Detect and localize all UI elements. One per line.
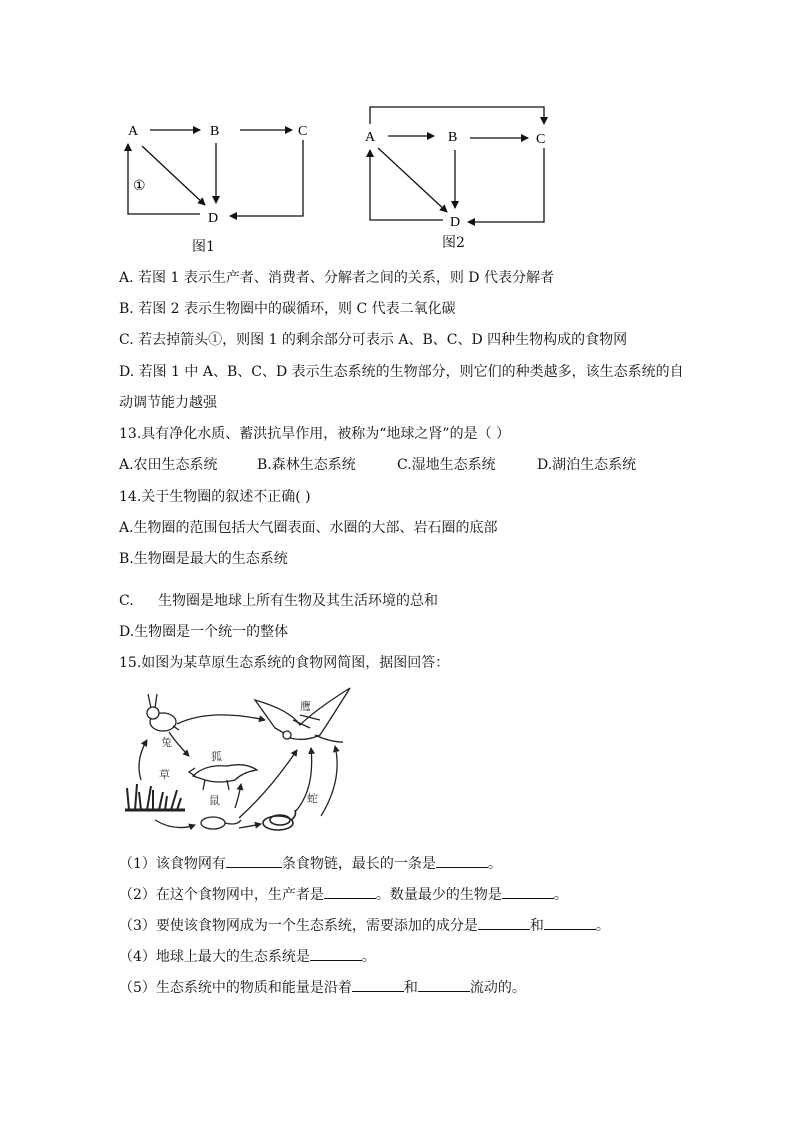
q15-sub2-text-b: 。数量最少的生物是 xyxy=(375,887,502,903)
q12-option-d-line1: D. 若图 1 中 A、B、C、D 表示生态系统的生物部分，则它们的种类越多，该生态系统的自 xyxy=(119,364,684,380)
food-web-illustration xyxy=(115,680,365,840)
hawk-drawing xyxy=(255,688,350,742)
q15-sub5-text-a: （5）生态系统中的物质和能量是沿着 xyxy=(119,980,352,996)
snake-label: 蛇 xyxy=(307,792,318,805)
fig1-marker-circled-1: ① xyxy=(133,179,146,194)
figure-1 xyxy=(128,124,307,226)
q14-option-a: A.生物圈的范围包括大气圈表面、水圈的大部、岩石圈的底部 xyxy=(119,520,498,536)
q14-option-c-letter: C. xyxy=(119,593,134,609)
q13-option-c: C.湿地生态系统 xyxy=(397,457,496,473)
arrow-grass-mouse xyxy=(155,820,195,828)
q14-option-b: B.生物圈是最大的生态系统 xyxy=(119,551,288,567)
q15-sub3-text-c: 。 xyxy=(595,918,610,934)
fox-label: 狐 xyxy=(211,750,222,763)
q15-sub5-blank-2[interactable] xyxy=(418,977,470,992)
q15-sub2-blank-1[interactable] xyxy=(324,884,376,899)
q15-sub1 xyxy=(119,853,502,874)
fig1-node-a: A xyxy=(128,124,139,139)
q15-sub2-blank-2[interactable] xyxy=(502,884,554,899)
q15-sub5-text-b: 和 xyxy=(403,980,418,996)
q15-sub2 xyxy=(119,884,568,905)
q12-option-b: B. 若图 2 表示生物圈中的碳循环，则 C 代表二氧化碳 xyxy=(119,301,456,317)
q12-option-d-line2: 动调节能力越强 xyxy=(119,395,217,411)
q12-option-a: A. 若图 1 表示生产者、消费者、分解者之间的关系，则 D 代表分解者 xyxy=(119,270,554,286)
figure-1-2-diagrams xyxy=(0,0,794,260)
fig1-node-b: B xyxy=(210,124,220,139)
mouse-drawing xyxy=(201,817,241,829)
fig1-arrow-a-d xyxy=(142,146,205,205)
q13-options xyxy=(119,455,636,475)
q15-sub1-blank-1[interactable] xyxy=(226,853,282,868)
rabbit-drawing xyxy=(147,694,179,731)
q15-sub3-blank-1[interactable] xyxy=(478,915,530,930)
q13-option-b: B.森林生态系统 xyxy=(257,457,356,473)
arrow-mouse-hawk xyxy=(239,750,297,818)
snake-drawing xyxy=(263,810,296,830)
fig2-node-a: A xyxy=(365,130,376,145)
fig2-node-d: D xyxy=(450,215,461,230)
q14-stem: 14.关于生物圈的叙述不正确( ) xyxy=(119,489,311,505)
fig2-node-b: B xyxy=(448,130,458,145)
q15-sub1-text-c: 。 xyxy=(487,856,502,872)
q13-stem: 13.具有净化水质、蓄洪抗旱作用，被称为“地球之肾”的是（ ） xyxy=(119,426,511,442)
arrow-mouse-fox xyxy=(235,784,241,808)
arrow-snake-hawk-2 xyxy=(321,746,337,816)
q14-option-c-text: 生物圈是地球上所有生物及其生活环境的总和 xyxy=(158,593,438,609)
q15-sub4-blank-1[interactable] xyxy=(310,946,362,961)
q14-option-d: D.生物圈是一个统一的整体 xyxy=(119,624,289,640)
fig2-arrow-d-a xyxy=(370,150,443,220)
q15-sub3-text-b: 和 xyxy=(529,918,544,934)
q15-sub1-blank-2[interactable] xyxy=(436,853,488,868)
hawk-label: 鹰 xyxy=(300,700,311,713)
mouse-label: 鼠 xyxy=(209,794,220,807)
q15-sub5-blank-1[interactable] xyxy=(352,977,404,992)
q15-sub4 xyxy=(119,946,376,967)
q13-option-d: D.湖泊生态系统 xyxy=(537,457,637,473)
q15-sub4-text-b: 。 xyxy=(361,949,376,965)
q15-sub2-text-c: 。 xyxy=(553,887,568,903)
q15-sub3-text-a: （3）要使该食物网成为一个生态系统，需要添加的成分是 xyxy=(119,918,478,934)
rabbit-label: 兔 xyxy=(161,736,172,749)
q15-stem: 15.如图为某草原生态系统的食物网简图，据图回答： xyxy=(119,655,450,671)
q15-sub2-text-a: （2）在这个食物网中，生产者是 xyxy=(119,887,324,903)
arrow-grass-rabbit xyxy=(139,740,147,780)
fig2-arrow-a-c-top xyxy=(370,107,544,124)
q15-sub3 xyxy=(119,915,610,936)
arrow-mouse-snake xyxy=(239,824,261,828)
q15-sub1-text-a: （1）该食物网有 xyxy=(119,856,226,872)
grass-label: 草 xyxy=(159,768,170,781)
figure-2 xyxy=(365,107,545,230)
fig2-arrow-a-d xyxy=(378,148,447,212)
q15-sub1-text-b: 条食物链，最长的一条是 xyxy=(281,856,436,872)
fig1-caption: 图1 xyxy=(192,239,215,255)
q14-option-c xyxy=(119,591,438,611)
fox-drawing xyxy=(189,765,257,790)
fig1-node-d: D xyxy=(208,211,219,226)
arrow-rabbit-fox xyxy=(169,732,189,756)
fig1-node-c: C xyxy=(298,124,308,139)
q15-sub4-text-a: （4）地球上最大的生态系统是 xyxy=(119,949,310,965)
fig2-arrow-c-d xyxy=(468,148,544,222)
q15-sub3-blank-2[interactable] xyxy=(544,915,596,930)
q15-sub5 xyxy=(119,977,526,998)
fig2-node-c: C xyxy=(536,132,546,147)
q15-sub5-text-c: 流动的。 xyxy=(469,980,526,996)
fig1-arrow-c-d xyxy=(230,140,303,216)
q12-option-c: C. 若去掉箭头①，则图 1 的剩余部分可表示 A、B、C、D 四种生物构成的食物网 xyxy=(119,332,628,348)
arrow-rabbit-hawk xyxy=(177,715,265,724)
grass-drawing xyxy=(125,784,185,810)
fig2-caption: 图2 xyxy=(442,235,465,251)
q13-option-a: A.农田生态系统 xyxy=(119,457,218,473)
